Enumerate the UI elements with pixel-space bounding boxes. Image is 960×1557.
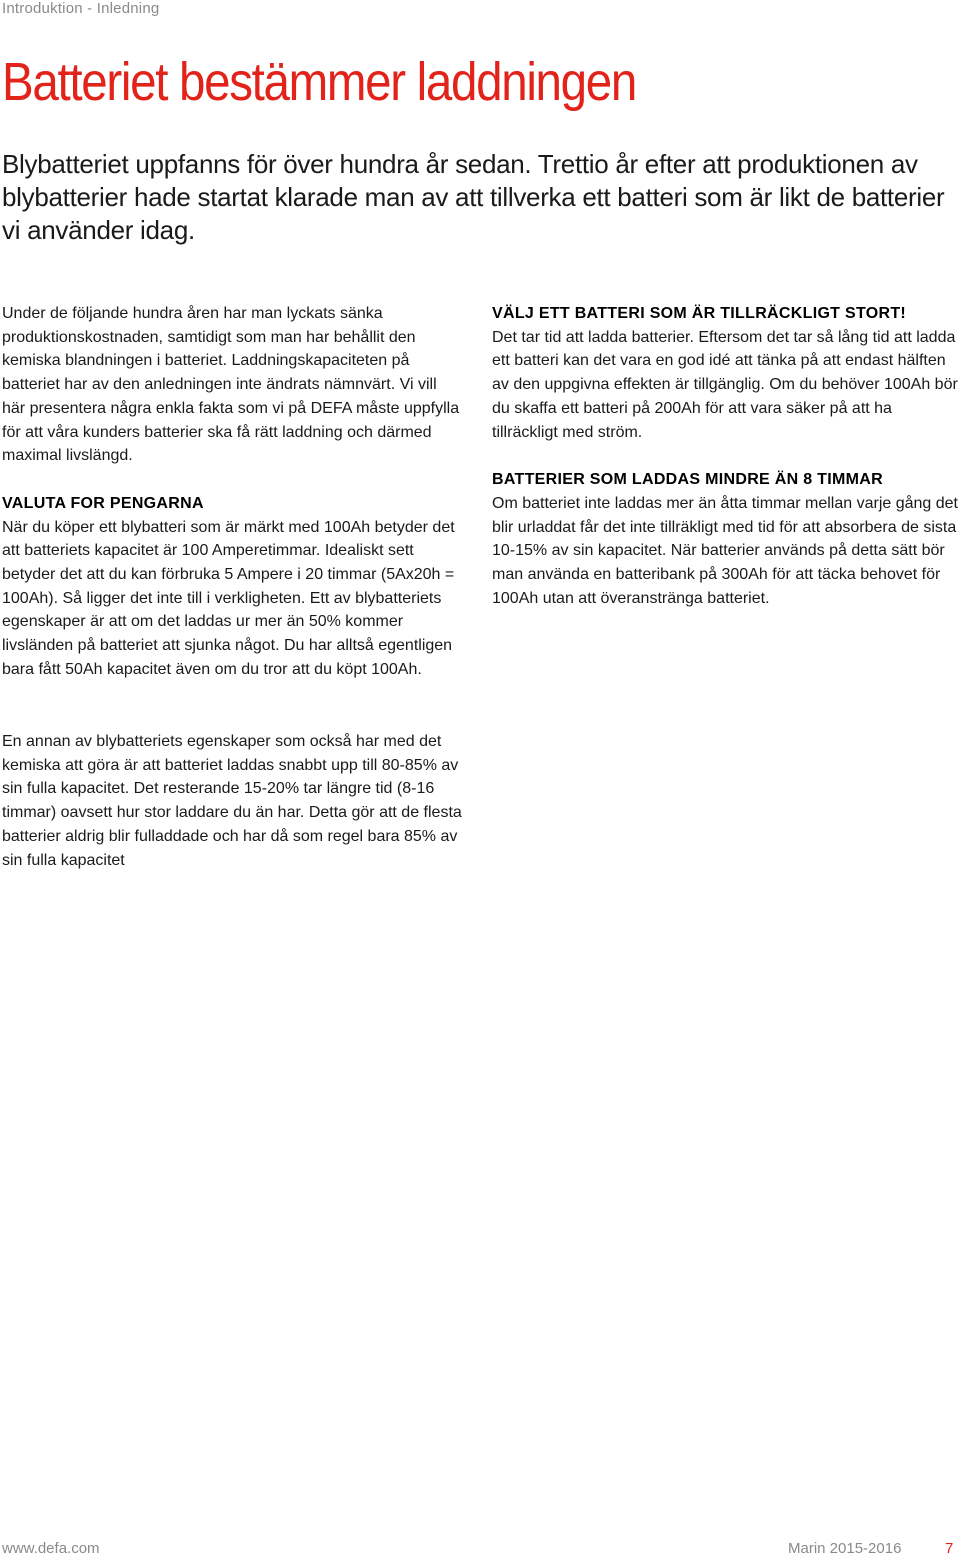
lead-paragraph: Blybatteriet uppfanns för över hundra år sedan. Trettio år efter att produktionen av blybatterier hade startat klarade man av att tillverka ett batteri som är likt de batterier vi använder idag.	[2, 149, 945, 245]
right-column	[492, 302, 958, 610]
footer-edition: Marin 2015-2016	[788, 1540, 902, 1557]
valuta-body: När du köper ett blybatteri som är märkt med 100Ah betyder det att batteriets kapacitet är 100 Amperetimmar. Idealiskt sett betyder det att du kan förbruka 5 Ampere i 20 timmar (5Ax20h = 100Ah). Så ligger det inte till i verkligheten. Ett av blybatteriets egenskaper är att om det laddas ur mer än 50% kommer livsländen på batteriet att sjunka något. Du har alltså egentligen bara fått 50Ah kapacitet även om du tror att du köpt 100Ah.	[2, 518, 455, 678]
intro-paragraph: Under de följande hundra åren har man lyckats sänka produktionskostnaden, samtidigt som man har behållit den kemiska blandningen i batteriet. Laddningskapaciteten på batteriet har av den anledningen inte ändrats nämnvärt. Vi vill här presentera några enkla fakta som vi på DEFA måste uppfylla för att våra kunders batterier ska få rätt laddning och därmed maximal livslängd.	[2, 305, 460, 465]
valuta-section	[2, 492, 464, 682]
valuta-heading: VALUTA FOR PENGARNA	[2, 494, 204, 512]
charging-time-heading: BATTERIER SOM LADDAS MINDRE ÄN 8 TIMMAR	[492, 471, 883, 489]
battery-size-body: Det tar tid att ladda batterier. Eftersom det tar så lång tid att ladda ett batteri kan det vara en god idé att tänka på att endast hälften av den uppgivna effekten är tillgänglig. Om du behöver 100Ah bör du skaffa ett batteri på 200Ah för att vara säker på att ha tillräckligt med ström.	[492, 328, 958, 441]
battery-size-heading: VÄLJ ETT BATTERI SOM ÄR TILLRÄCKLIGT STORT!	[492, 305, 907, 322]
footer-url-link[interactable]: www.defa.com	[2, 1540, 100, 1557]
bottom-paragraph: En annan av blybatteriets egenskaper som också har med det kemiska att göra är att batteriet laddas snabbt upp till 80-85% av sin fulla kapacitet. Det resterande 15-20% tar längre tid (8-16 timmar) oavsett hur stor laddare du än har. Detta gör att de flesta batterier aldrig blir fulladdade och har då som regel bara 85% av sin fulla kapacitet	[2, 733, 462, 869]
charging-time-body: Om batteriet inte laddas mer än åtta timmar mellan varje gång det blir urladdat får det inte tillräkligt med tid för att absorbera de sista 10-15% av sin kapacitet. När batterier används på detta sätt bör man använda en batteribank på 300Ah för att täcka behovet för 100Ah utan att överanstränga batteriet.	[492, 494, 958, 607]
page-number: 7	[945, 1540, 954, 1557]
page-title: Batteriet bestämmer laddningen	[2, 52, 636, 112]
section-label: Introduktion - Inledning	[2, 0, 160, 17]
battery-size-section	[492, 302, 958, 444]
left-column	[2, 302, 464, 682]
charging-time-section	[492, 468, 958, 610]
